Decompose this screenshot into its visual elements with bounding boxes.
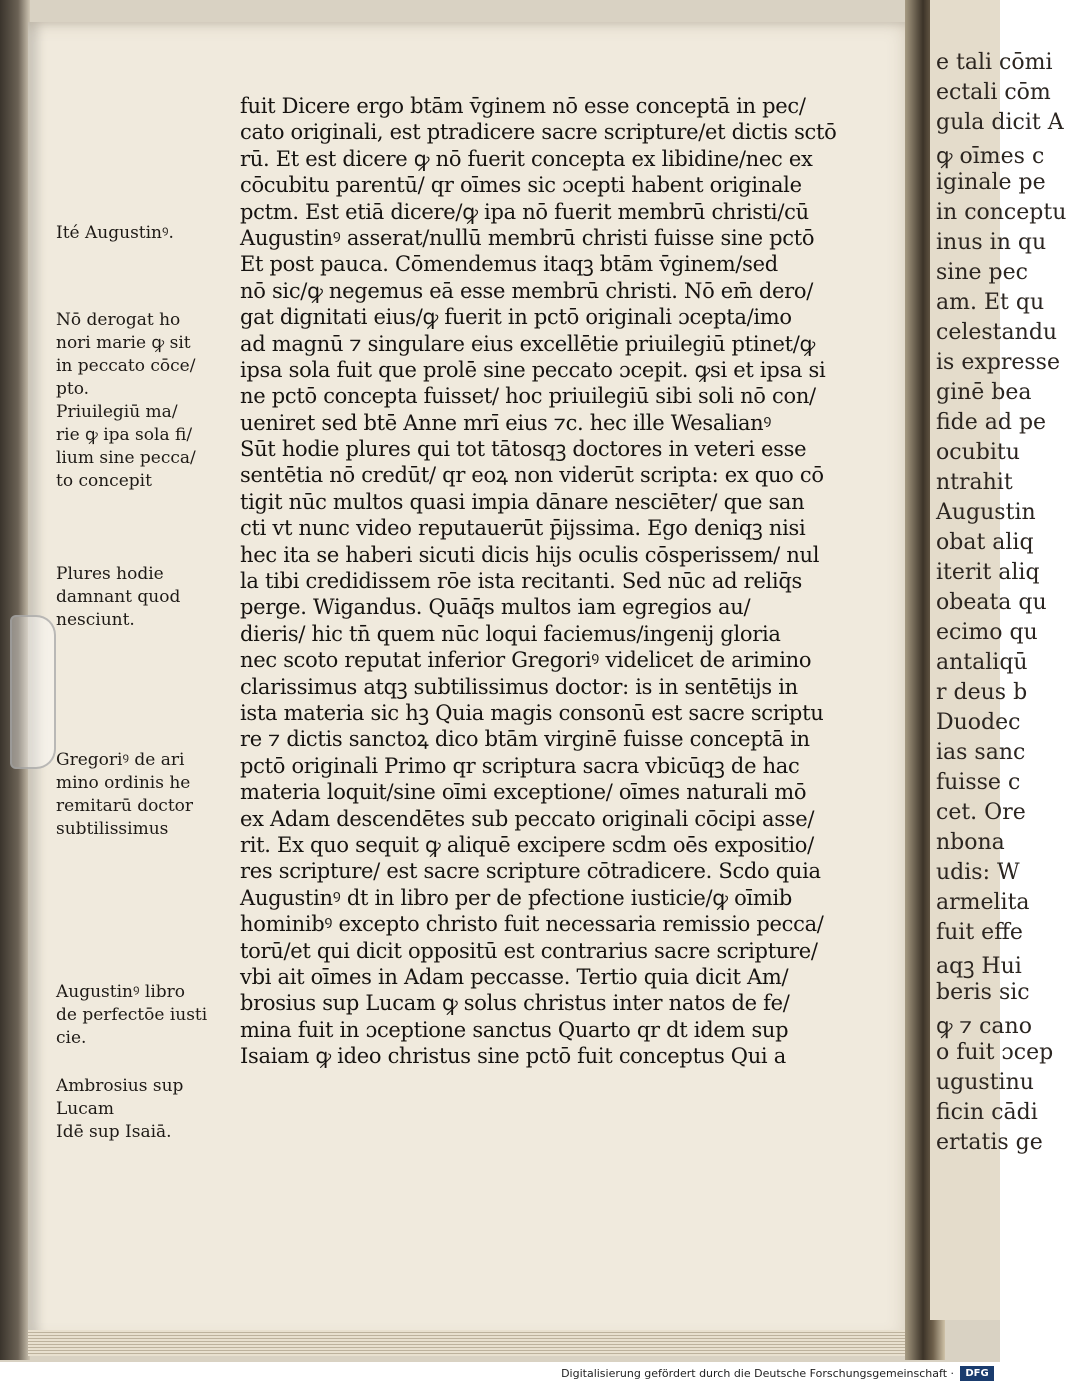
facing-page-line: ertatis ge bbox=[936, 1130, 1043, 1155]
marginal-note-non-derogat: Nō derogat ho nori marie ꝙ sit in peccato cōce/ pto. Priuilegiū ma/ rie ꝙ ipa sola fi/ lium sine pecca/ to concepit bbox=[56, 310, 196, 491]
facing-page-line: beris sic bbox=[936, 980, 1030, 1005]
text-line: Et post pauca. Cōmendemus itaqꝫ btām v̄ginem/sed bbox=[240, 252, 778, 277]
facing-page-line: fide ad pe bbox=[936, 410, 1047, 435]
facing-page-line: aqꝫ Hui bbox=[936, 954, 1022, 979]
facing-page-line: ꝙ oīmes c bbox=[936, 144, 1045, 169]
text-line: hec ita se haberi sicuti dicis hijs oculis cōsperissem/ nul bbox=[240, 542, 820, 567]
text-line: rū. Et est dicere ꝙ nō fuerit concepta ex libidine/nec ex bbox=[240, 146, 813, 171]
text-line: ueniret sed btē Anne mrī eius ⁊c. hec ille Wesalianꝰ bbox=[240, 410, 772, 435]
text-line: ista materia sic hꝫ Quia magis consonū est sacre scriptu bbox=[240, 700, 824, 725]
facing-page-line: Augustin bbox=[936, 500, 1036, 525]
facing-page-line: obat aliq bbox=[936, 530, 1034, 555]
text-line: pctm. Est etiā dicere/ꝙ ipa nō fuerit membrū christi/cū bbox=[240, 199, 809, 224]
facing-page-line: ias sanc bbox=[936, 740, 1026, 765]
facing-page-line: o fuit ɔcep bbox=[936, 1040, 1054, 1065]
facing-page-line: antaliqū bbox=[936, 650, 1028, 675]
text-line: pctō originali Primo qr scriptura sacra vbicūqꝫ de hac bbox=[240, 753, 800, 778]
facing-page-line: in conceptu bbox=[936, 200, 1066, 225]
marginal-note-augustinus-libro: Augustinꝰ libro de perfectōe iusti cie. bbox=[56, 982, 208, 1048]
text-line: hominibꝰ excepto christo fuit necessaria remissio pecca/ bbox=[240, 912, 824, 937]
text-line: tigit nūc multos quasi impia dānare nesciēter/ que san bbox=[240, 489, 805, 514]
facing-page-line: ectali cōm bbox=[936, 80, 1051, 105]
bleed-through-mark bbox=[250, 50, 390, 78]
facing-page-line: obeata qu bbox=[936, 590, 1047, 615]
facing-page-line: ntrahit bbox=[936, 470, 1013, 495]
facing-page-line: ecimo qu bbox=[936, 620, 1038, 645]
facing-page-line: udis: W bbox=[936, 860, 1020, 885]
text-line: fuit Dicere ergo btām v̄ginem nō esse conceptā in pec/ bbox=[240, 94, 806, 118]
facing-page-line: ficin cādi bbox=[936, 1100, 1038, 1125]
footer-credit: Digitalisierung gefördert durch die Deutsche Forschungsgemeinschaft · bbox=[561, 1367, 954, 1380]
text-line: re ⁊ dictis sanctoꝝ dico btām virginē fuisse conceptā in bbox=[240, 727, 810, 752]
text-line: ne pctō concepta fuisset/ hoc priuilegiū sibi soli nō con/ bbox=[240, 384, 816, 409]
text-line: nec scoto reputat inferior Gregoriꝰ videlicet de arimino bbox=[240, 648, 812, 673]
facing-page-line: r deus b bbox=[936, 680, 1028, 705]
main-text-block bbox=[240, 93, 880, 1069]
page-stack bbox=[28, 1330, 920, 1356]
text-line: gat dignitati eius/ꝙ fuerit in pctō originali ɔcepta/imo bbox=[240, 305, 792, 330]
facing-page-line: fuisse c bbox=[936, 770, 1021, 795]
text-line: torū/et qui dicit oppositū est contrarius sacre scripture/ bbox=[240, 938, 818, 963]
facing-page-line: celestandu bbox=[936, 320, 1058, 345]
footer-bar bbox=[0, 1362, 1000, 1387]
text-line: sentētia nō credūt/ qr eoꝝ non viderūt scripta: ex quo cō bbox=[240, 463, 824, 488]
text-line: mina fuit in ɔceptione sanctus Quarto qr dt idem sup bbox=[240, 1017, 789, 1042]
facing-page-line: nbona bbox=[936, 830, 1005, 855]
facing-page-line: is expresse bbox=[936, 350, 1060, 375]
facing-page bbox=[930, 0, 1066, 1320]
text-line: rit. Ex quo sequit ꝙ aliquē excipere scdm oēs expositio/ bbox=[240, 832, 814, 857]
text-line: Sūt hodie plures qui tot tātosqꝫ doctores in veteri esse bbox=[240, 437, 807, 462]
facing-page-line: inus in qu bbox=[936, 230, 1047, 255]
page-clip bbox=[10, 615, 56, 769]
text-line: la tibi credidissem rōe ista recitanti. Sed nūc ad reliq̄s bbox=[240, 569, 802, 594]
dfg-logo: DFG bbox=[960, 1366, 994, 1381]
text-line: dieris/ hic tn̄ quem nūc loqui faciemus/ingenij gloria bbox=[240, 621, 781, 646]
text-line: cato originali, est ptradicere sacre scripture/et dictis sctō bbox=[240, 120, 837, 145]
facing-page-line: sine pec bbox=[936, 260, 1028, 285]
text-line: ipsa sola fuit que prolē sine peccato ɔcepit. ꝙsi et ipsa si bbox=[240, 357, 826, 382]
facing-page-line: e tali cōmi bbox=[936, 50, 1053, 75]
text-line: Augustinꝰ asserat/nullū membrū christi fuisse sine pctō bbox=[240, 225, 815, 250]
facing-page-line: fuit effe bbox=[936, 920, 1023, 945]
facing-page-line: ꝙ ⁊ cano bbox=[936, 1014, 1032, 1039]
marginal-note-ambrosius: Ambrosius sup Lucam Idē sup Isaiā. bbox=[56, 1076, 184, 1142]
facing-page-line: gula dicit A bbox=[936, 110, 1064, 135]
text-line: cōcubitu parentū/ qr oīmes sic ɔcepti habent originale bbox=[240, 173, 802, 198]
marginal-note-gregorius: Gregoriꝰ de ari mino ordinis he remitarū doctor subtilissimus bbox=[56, 750, 194, 839]
text-line: Isaiam ꝙ ideo christus sine pctō fuit conceptus Qui a bbox=[240, 1044, 786, 1069]
text-line: nō sic/ꝙ negemus eā esse membrū christi. Nō em̄ dero/ bbox=[240, 278, 814, 303]
facing-page-line: Duodec bbox=[936, 710, 1021, 735]
facing-page-line: iginale pe bbox=[936, 170, 1046, 195]
facing-page-line: ugustinu bbox=[936, 1070, 1034, 1095]
facing-page-line: am. Et qu bbox=[936, 290, 1045, 315]
text-line: perge. Wigandus. Quāq̄s multos iam egregios au/ bbox=[240, 595, 751, 620]
text-line: materia loquit/sine oīmi exceptione/ oīmes naturali mō bbox=[240, 780, 807, 805]
marginal-note-plures-hodie: Plures hodie damnant quod nesciunt. bbox=[56, 564, 181, 630]
marginal-note-augustinus: Ité Augustinꝰ. bbox=[56, 223, 174, 243]
facing-page-line: ginē bea bbox=[936, 380, 1032, 405]
text-line: Augustinꝰ dt in libro per de pfectione iusticie/ꝙ oīmib bbox=[240, 885, 793, 910]
facing-page-line: cet. Ore bbox=[936, 800, 1026, 825]
text-line: ex Adam descendētes sub peccato originali cōcipi asse/ bbox=[240, 806, 815, 831]
text-line: vbi ait oīmes in Adam peccasse. Tertio quia dicit Am/ bbox=[240, 964, 789, 989]
text-line: cti vt nunc video reputauerūt p̄ijssima. Ego deniqꝫ nisi bbox=[240, 516, 806, 541]
facing-page-line: ocubitu bbox=[936, 440, 1020, 465]
facing-page-line: iterit aliq bbox=[936, 560, 1040, 585]
facing-page-line: armelita bbox=[936, 890, 1030, 915]
text-line: brosius sup Lucam ꝙ solus christus inter natos de fe/ bbox=[240, 991, 790, 1016]
text-line: ad magnū ⁊ singulare eius excellētie priuilegiū ptinet/ꝙ bbox=[240, 331, 815, 356]
text-line: res scripture/ est sacre scripture cōtradicere. Scdo quia bbox=[240, 859, 821, 884]
text-line: clarissimus atqꝫ subtilissimus doctor: is in sentētijs in bbox=[240, 674, 798, 699]
